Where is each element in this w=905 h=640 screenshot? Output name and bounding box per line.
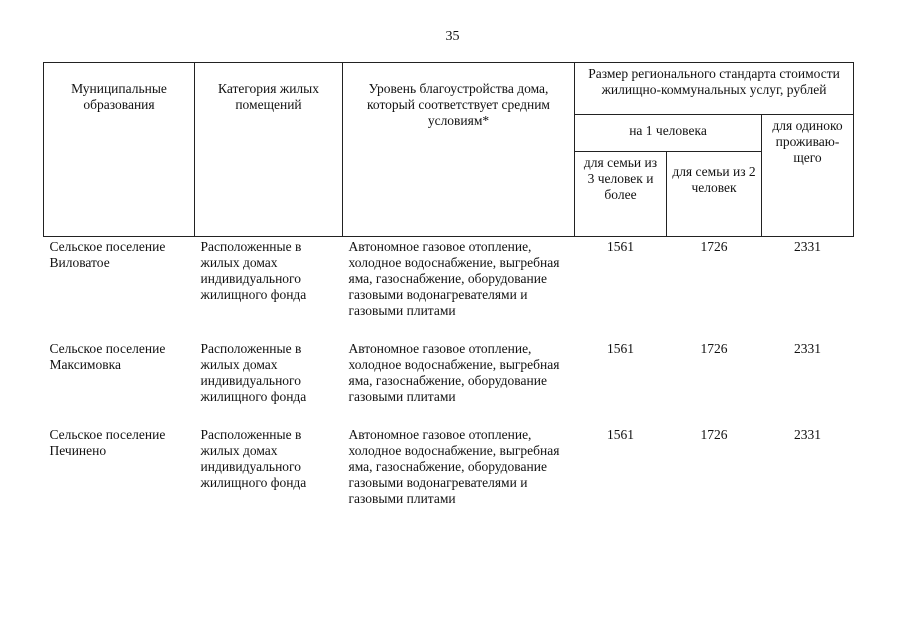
cell-category: Расположенные в жилых домах индивидуального жилищного фонда — [200, 239, 307, 302]
header-family-2: для семьи из 2 человек — [667, 152, 762, 237]
table-row — [44, 339, 854, 405]
table-header — [44, 63, 854, 237]
cell-single: 2331 — [794, 341, 822, 356]
cell-family-3: 1561 — [607, 427, 634, 442]
cell-family-3: 1561 — [607, 341, 634, 356]
table-row — [44, 237, 854, 320]
header-per-person: на 1 человека — [575, 115, 762, 152]
cell-municipality: Сельское поселение Виловатое — [49, 239, 166, 270]
cell-municipality: Сельское поселение Печинено — [49, 427, 166, 458]
regional-standard-table — [43, 62, 854, 507]
cell-single: 2331 — [794, 427, 822, 442]
cell-family-2: 1726 — [700, 239, 728, 254]
header-level: Уровень благоустройства дома, который соответствует средним условиям* — [343, 63, 575, 237]
header-family-3: для семьи из 3 человек и более — [575, 152, 667, 237]
page-number: 35 — [445, 29, 460, 44]
cell-level: Автономное газовое отопление, холодное водоснабжение, выгребная яма, газоснабжение, оборудование газовыми водонагревателями и газовыми плитами — [348, 427, 560, 506]
header-municipality: Муниципальные образования — [44, 63, 195, 237]
cell-level: Автономное газовое отопление, холодное водоснабжение, выгребная яма, газоснабжение, оборудование газовыми плитами — [348, 341, 560, 404]
table-body — [44, 237, 854, 508]
cell-category: Расположенные в жилых домах индивидуального жилищного фонда — [200, 341, 307, 404]
table-row — [44, 425, 854, 507]
header-category: Категория жилых помещений — [195, 63, 343, 237]
header-standard-size: Размер регионального стандарта стоимости жилищно-коммунальных услуг, рублей — [575, 63, 854, 115]
cell-level: Автономное газовое отопление, холодное водоснабжение, выгребная яма, газоснабжение, оборудование газовыми водонагревателями и газовыми плитами — [348, 239, 560, 318]
cell-family-2: 1726 — [700, 341, 728, 356]
cell-municipality: Сельское поселение Максимовка — [49, 341, 166, 372]
header-single: для одиноко проживаю-щего — [762, 115, 854, 237]
cell-category: Расположенные в жилых домах индивидуального жилищного фонда — [200, 427, 307, 490]
cell-family-3: 1561 — [607, 239, 634, 254]
cell-family-2: 1726 — [700, 427, 728, 442]
cell-single: 2331 — [794, 239, 822, 254]
